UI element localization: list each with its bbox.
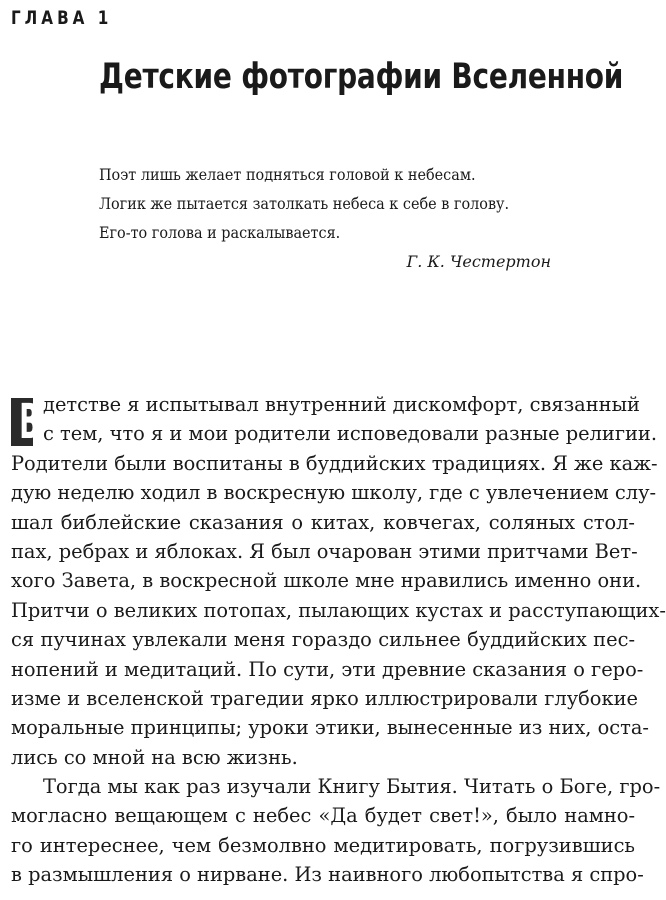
- text-line: Притчи о великих потопах, пылающих кустах и расступающих-: [11, 598, 666, 622]
- text-line: детстве я испытывал внутренний дискомфорт, связанный: [43, 393, 640, 416]
- body-text: [11, 390, 666, 890]
- text-line: го интереснее, чем безмолвно медитировать, погрузившись: [11, 833, 635, 857]
- text-line: хого Завета, в воскресной школе мне нравились именно они.: [11, 569, 642, 593]
- text-line: дую неделю ходил в воскресную школу, где с увлечением слу-: [11, 481, 657, 505]
- dropcap: [11, 394, 40, 450]
- text-line: ся пучинах увлекали меня гораздо сильнее буддийских пес-: [11, 628, 635, 652]
- epigraph-line: Логик же пытается затолкать небеса к себе в голову.: [99, 194, 510, 213]
- epigraph: [99, 160, 551, 276]
- text-line: нопений и медитаций. По сути, эти древние сказания о геро-: [11, 657, 644, 681]
- epigraph-line: Поэт лишь желает подняться головой к небесам.: [99, 165, 476, 184]
- text-line: моральные принципы; уроки этики, вынесенные из них, оста-: [11, 716, 649, 740]
- text-line: Родители были воспитаны в буддийских традициях. Я же каж-: [11, 451, 658, 475]
- text-line: с тем, что я и мои родители исповедовали разные религии.: [43, 422, 658, 446]
- chapter-label: ГЛАВА 1: [11, 7, 113, 29]
- text-line: Тогда мы как раз изучали Книгу Бытия. Читать о Боге, гро-: [43, 775, 661, 799]
- text-line: изме и вселенской трагедии ярко иллюстрировали глубокие: [11, 686, 638, 710]
- text-line: пах, ребрах и яблоках. Я был очарован этими притчами Вет-: [11, 539, 638, 563]
- text-line: могласно вещающем с небес «Да будет свет!», было намно-: [11, 804, 635, 828]
- text-line: лись со мной на всю жизнь.: [11, 745, 298, 769]
- epigraph-author: Г. К. Честертон: [406, 252, 551, 271]
- text-line: шал библейские сказания о китах, ковчегах, соляных стол-: [11, 510, 635, 534]
- epigraph-line: Его-то голова и раскалывается.: [99, 223, 341, 242]
- dropcap-letter: В: [19, 394, 40, 450]
- chapter-title: Детские фотографии Вселенной: [99, 57, 624, 97]
- text-line: в размышления о нирване. Из наивного любопытства я спро-: [11, 863, 644, 887]
